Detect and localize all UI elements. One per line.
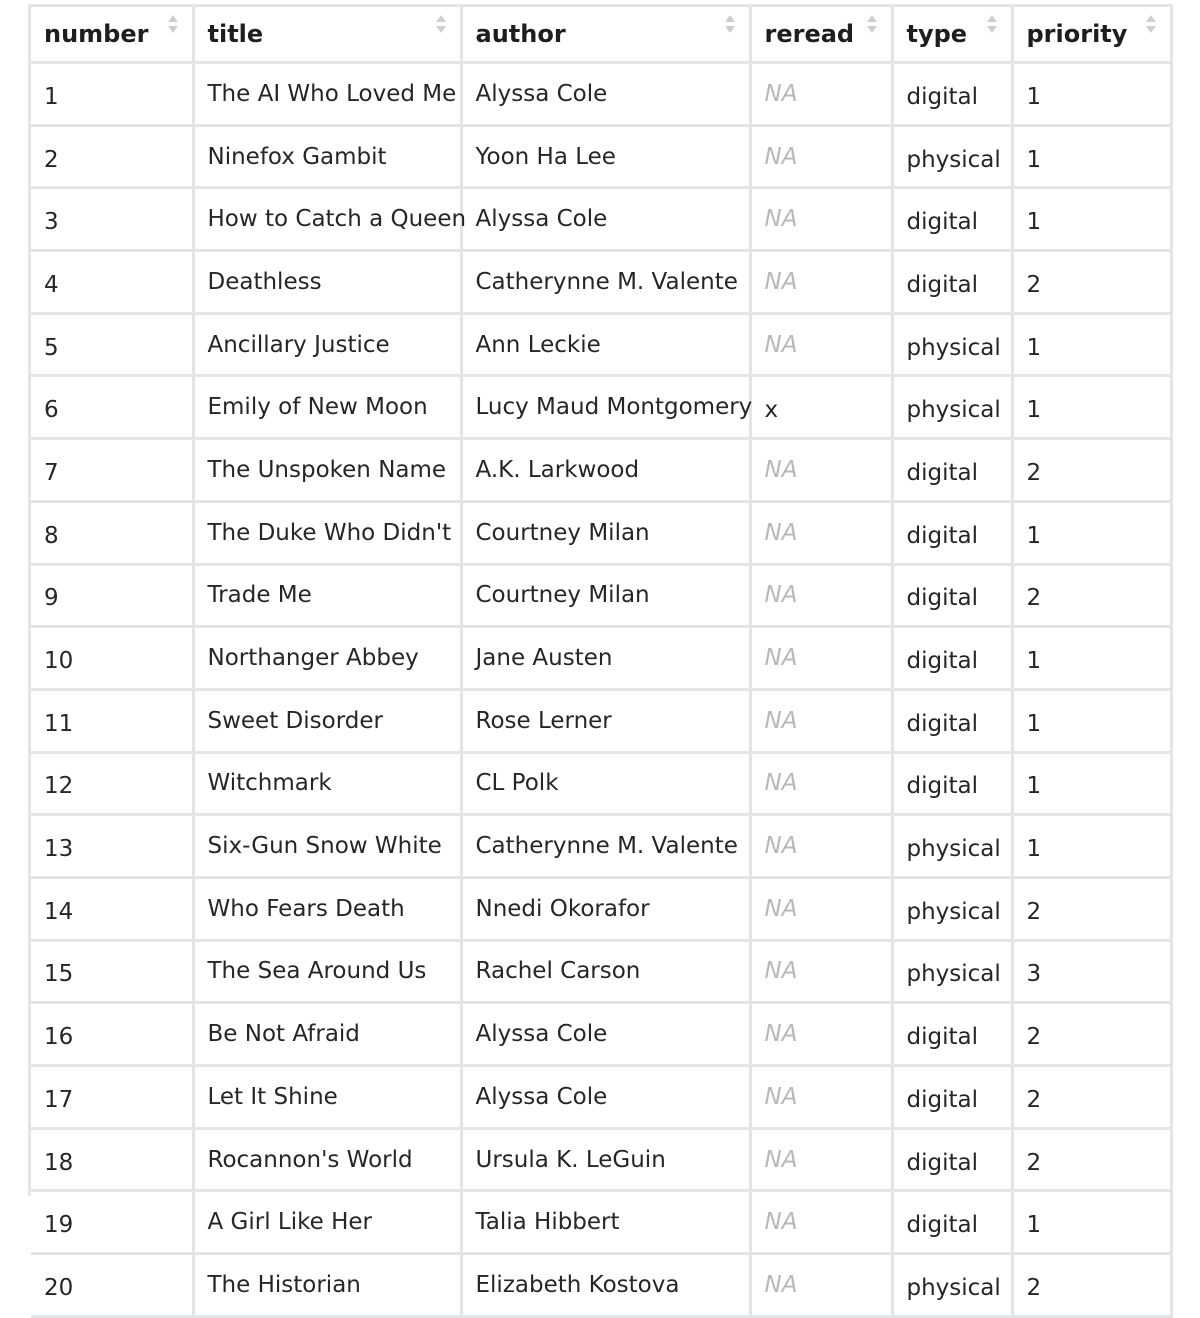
table-row [31, 877, 1171, 940]
table-row [31, 313, 1171, 376]
cell-number: 6 [31, 376, 193, 439]
cell-type: physical [892, 1254, 1012, 1317]
table-row [31, 439, 1171, 502]
table-row [31, 63, 1171, 126]
cell-priority: 1 [1012, 689, 1171, 752]
table-row [31, 188, 1171, 251]
table-row [31, 815, 1171, 878]
cell-author: Nnedi Okorafor [461, 877, 750, 940]
cell-number: 14 [31, 877, 193, 940]
cell-author: Catherynne M. Valente [461, 251, 750, 314]
cell-number: 10 [31, 627, 193, 690]
cell-author: A.K. Larkwood [461, 439, 750, 502]
cell-priority: 1 [1012, 313, 1171, 376]
cell-number: 16 [31, 1003, 193, 1066]
cell-author: Alyssa Cole [461, 1066, 750, 1129]
cell-priority: 2 [1012, 1254, 1171, 1317]
cell-number: 8 [31, 501, 193, 564]
cell-title: The Duke Who Didn't [193, 501, 461, 564]
cell-type: physical [892, 877, 1012, 940]
cell-title: Six-Gun Snow White [193, 815, 461, 878]
column-header-number[interactable] [31, 6, 193, 63]
cell-title: How to Catch a Queen [193, 188, 461, 251]
cell-type: digital [892, 627, 1012, 690]
cell-reread: NA [750, 1254, 892, 1317]
cell-number: 20 [31, 1254, 193, 1317]
cell-reread: NA [750, 1128, 892, 1191]
cell-type: physical [892, 125, 1012, 188]
cell-type: digital [892, 188, 1012, 251]
cell-title: Be Not Afraid [193, 1003, 461, 1066]
cell-type: digital [892, 1191, 1012, 1254]
table-row [31, 1191, 1171, 1254]
cell-author: Catherynne M. Valente [461, 815, 750, 878]
column-header-label: priority [1026, 20, 1128, 48]
cell-type: digital [892, 1003, 1012, 1066]
cell-priority: 2 [1012, 877, 1171, 940]
cell-number: 2 [31, 125, 193, 188]
cell-author: Lucy Maud Montgomery [461, 376, 750, 439]
cell-reread: NA [750, 564, 892, 627]
cell-title: Let It Shine [193, 1066, 461, 1129]
cell-priority: 3 [1012, 940, 1171, 1003]
cell-author: Rachel Carson [461, 940, 750, 1003]
column-header-label: author [475, 20, 566, 48]
table-row [31, 125, 1171, 188]
cell-type: physical [892, 815, 1012, 878]
cell-reread: NA [750, 313, 892, 376]
table-row [31, 752, 1171, 815]
cell-priority: 1 [1012, 627, 1171, 690]
cell-title: Witchmark [193, 752, 461, 815]
cell-reread: NA [750, 627, 892, 690]
cell-number: 15 [31, 940, 193, 1003]
table-row [31, 251, 1171, 314]
cell-number: 11 [31, 689, 193, 752]
sort-icon[interactable] [867, 15, 877, 37]
cell-type: digital [892, 501, 1012, 564]
cell-author: Yoon Ha Lee [461, 125, 750, 188]
column-header-label: reread [764, 20, 855, 48]
cell-priority: 1 [1012, 501, 1171, 564]
cell-title: The Sea Around Us [193, 940, 461, 1003]
cell-number: 7 [31, 439, 193, 502]
cell-priority: 2 [1012, 1128, 1171, 1191]
sort-icon[interactable] [436, 15, 446, 37]
table-row [31, 1003, 1171, 1066]
cell-priority: 2 [1012, 439, 1171, 502]
cell-number: 19 [31, 1191, 193, 1254]
column-header-type[interactable] [892, 6, 1012, 63]
cell-number: 13 [31, 815, 193, 878]
header-row [31, 6, 1171, 63]
cell-number: 5 [31, 313, 193, 376]
cell-type: physical [892, 313, 1012, 376]
cell-author: Courtney Milan [461, 564, 750, 627]
cell-title: The AI Who Loved Me [193, 63, 461, 126]
table-header [31, 6, 1171, 63]
cell-number: 3 [31, 188, 193, 251]
column-header-reread[interactable] [750, 6, 892, 63]
table-row [31, 501, 1171, 564]
cell-type: physical [892, 376, 1012, 439]
cell-title: Deathless [193, 251, 461, 314]
cell-author: Alyssa Cole [461, 63, 750, 126]
cell-author: Talia Hibbert [461, 1191, 750, 1254]
cell-priority: 1 [1012, 752, 1171, 815]
table-row [31, 1066, 1171, 1129]
data-table-container[interactable] [28, 4, 1177, 1301]
cell-number: 1 [31, 63, 193, 126]
cell-reread: NA [750, 877, 892, 940]
cell-number: 9 [31, 564, 193, 627]
cell-author: Alyssa Cole [461, 1003, 750, 1066]
cell-priority: 1 [1012, 63, 1171, 126]
cell-type: digital [892, 564, 1012, 627]
cell-reread: NA [750, 940, 892, 1003]
cell-reread: NA [750, 1191, 892, 1254]
cell-reread: NA [750, 251, 892, 314]
sort-icon[interactable] [168, 15, 178, 37]
cell-reread: NA [750, 1003, 892, 1066]
cell-reread: NA [750, 689, 892, 752]
sort-icon[interactable] [987, 15, 997, 37]
cell-author: Rose Lerner [461, 689, 750, 752]
table-body [31, 63, 1171, 1317]
cell-reread: NA [750, 63, 892, 126]
cell-author: Jane Austen [461, 627, 750, 690]
cell-priority: 2 [1012, 1066, 1171, 1129]
cell-title: The Historian [193, 1254, 461, 1317]
cell-priority: 1 [1012, 188, 1171, 251]
cell-reread: NA [750, 188, 892, 251]
cell-type: digital [892, 1066, 1012, 1129]
table-row [31, 1128, 1171, 1191]
cell-author: Ann Leckie [461, 313, 750, 376]
cell-priority: 2 [1012, 251, 1171, 314]
cell-title: Rocannon's World [193, 1128, 461, 1191]
cell-type: digital [892, 439, 1012, 502]
cell-title: Emily of New Moon [193, 376, 461, 439]
cell-priority: 1 [1012, 125, 1171, 188]
cell-title: Northanger Abbey [193, 627, 461, 690]
cell-priority: 1 [1012, 376, 1171, 439]
column-header-author[interactable] [461, 6, 750, 63]
cell-type: digital [892, 752, 1012, 815]
cell-reread: NA [750, 1066, 892, 1129]
cell-reread: NA [750, 501, 892, 564]
column-header-priority[interactable] [1012, 6, 1171, 63]
cell-title: Ninefox Gambit [193, 125, 461, 188]
cell-title: Trade Me [193, 564, 461, 627]
column-header-title[interactable] [193, 6, 461, 63]
cell-reread: NA [750, 125, 892, 188]
column-header-label: number [44, 20, 149, 48]
table-row [31, 376, 1171, 439]
column-header-label: title [207, 20, 264, 48]
table-row [31, 627, 1171, 690]
cell-title: Sweet Disorder [193, 689, 461, 752]
table-row [31, 1254, 1171, 1317]
cell-number: 12 [31, 752, 193, 815]
sort-icon[interactable] [725, 15, 735, 37]
cell-title: A Girl Like Her [193, 1191, 461, 1254]
cell-type: digital [892, 63, 1012, 126]
cell-reread: NA [750, 815, 892, 878]
cell-priority: 1 [1012, 1191, 1171, 1254]
cell-author: CL Polk [461, 752, 750, 815]
cell-author: Ursula K. LeGuin [461, 1128, 750, 1191]
cell-type: digital [892, 251, 1012, 314]
table-row [31, 564, 1171, 627]
cell-author: Alyssa Cole [461, 188, 750, 251]
cell-priority: 2 [1012, 564, 1171, 627]
data-table [31, 4, 1173, 1318]
cell-reread: NA [750, 439, 892, 502]
cell-number: 17 [31, 1066, 193, 1129]
column-header-label: type [906, 20, 968, 48]
cell-reread: x [750, 376, 892, 439]
table-row [31, 940, 1171, 1003]
cell-author: Courtney Milan [461, 501, 750, 564]
cell-number: 18 [31, 1128, 193, 1191]
sort-icon[interactable] [1146, 15, 1156, 37]
cell-title: Who Fears Death [193, 877, 461, 940]
cell-title: Ancillary Justice [193, 313, 461, 376]
cell-type: digital [892, 1128, 1012, 1191]
cell-type: physical [892, 940, 1012, 1003]
table-row [31, 689, 1171, 752]
cell-reread: NA [750, 752, 892, 815]
cell-type: digital [892, 689, 1012, 752]
cell-title: The Unspoken Name [193, 439, 461, 502]
cell-number: 4 [31, 251, 193, 314]
cell-author: Elizabeth Kostova [461, 1254, 750, 1317]
cell-priority: 1 [1012, 815, 1171, 878]
cell-priority: 2 [1012, 1003, 1171, 1066]
